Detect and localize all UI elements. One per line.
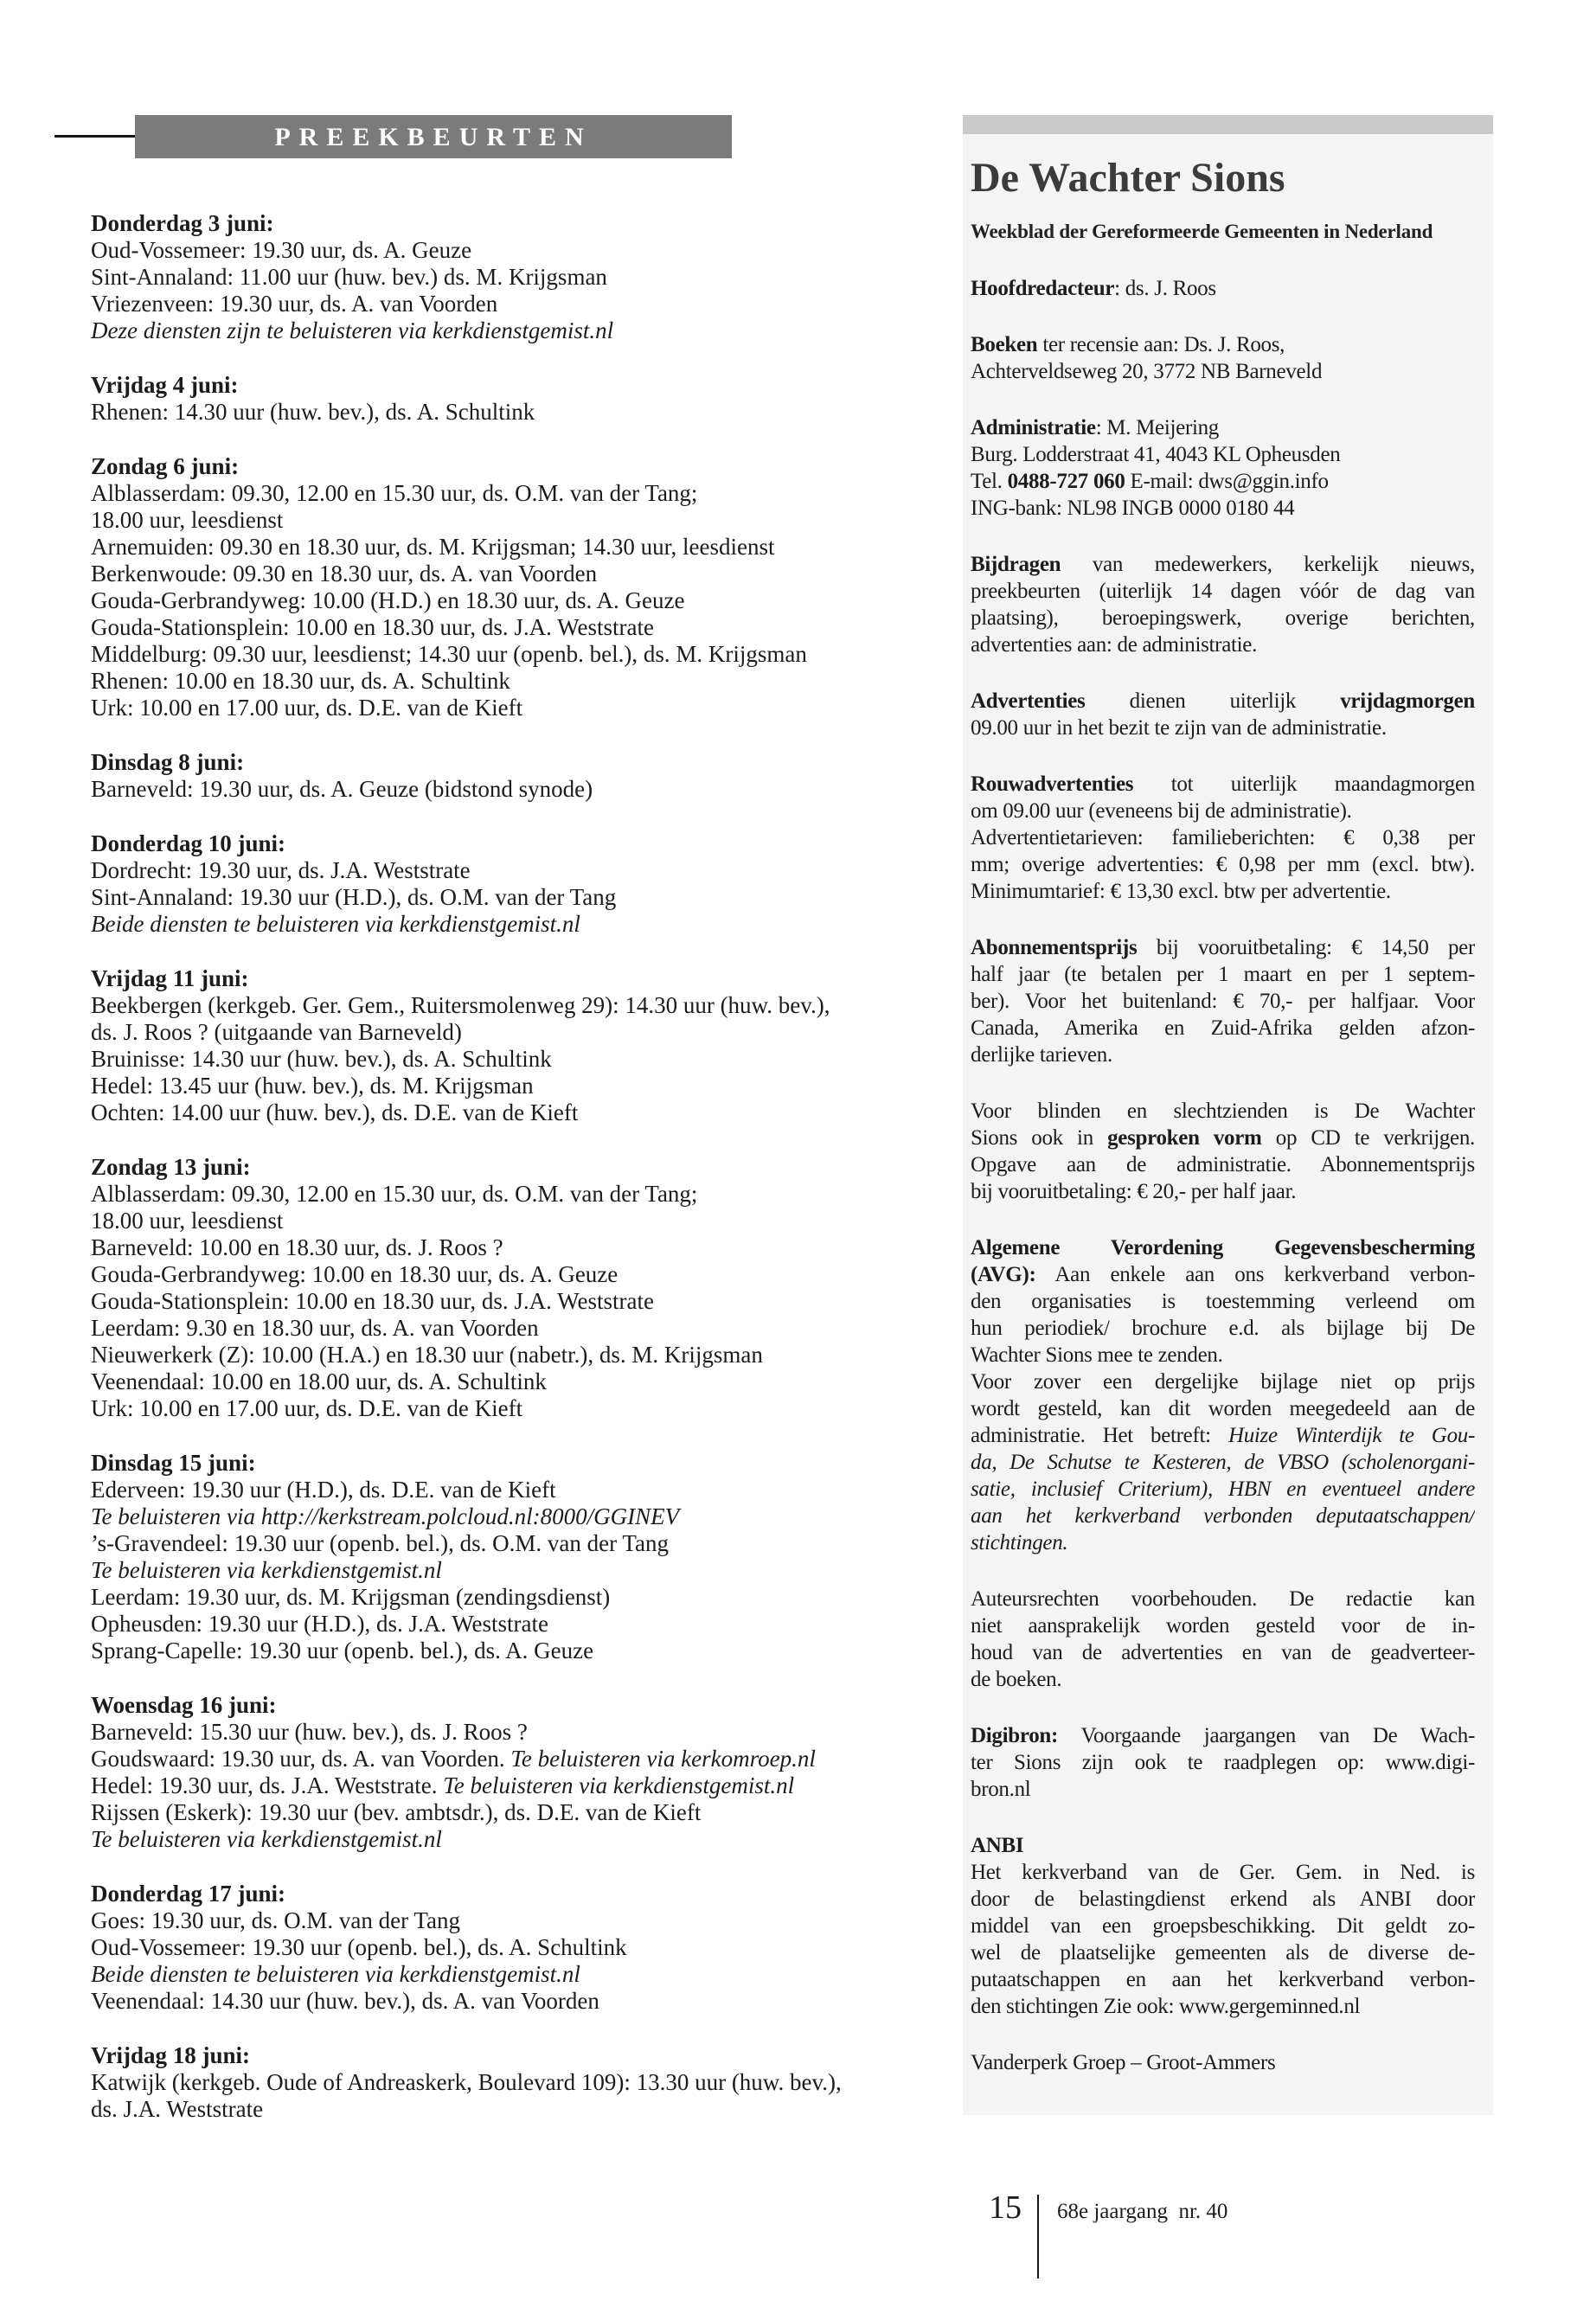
schedule-section: [91, 749, 952, 803]
text-line: [971, 1886, 1475, 1913]
text-line: [971, 1261, 1475, 1288]
text-bold: vrijdagmorgen: [1340, 689, 1475, 713]
text-line: [971, 1368, 1475, 1395]
text-line: [971, 824, 1475, 851]
text: ter recensie aan: Ds. J. Roos,: [1037, 333, 1285, 356]
text: Goes: 19.30 uur, ds. O.M. van der Tang: [91, 1907, 460, 1933]
section-date-heading: Zondag 6 juni:: [91, 453, 240, 479]
text-line: [91, 1288, 952, 1315]
text-italic: Beide diensten te beluisteren via kerkdienstgemist.nl: [91, 1961, 580, 1987]
text-line: [971, 1586, 1475, 1612]
colofon-paragraph: [971, 414, 1475, 522]
text: Voor blinden en slechtzienden is De Wachter: [971, 1099, 1475, 1123]
text-line: [971, 1612, 1475, 1639]
text-italic: stichtingen.: [971, 1531, 1068, 1554]
text: 09.00 uur in het bezit te zijn van de administratie.: [971, 716, 1387, 740]
text-bold: 0488-727 060: [1007, 470, 1125, 493]
text-bold: Boeken: [971, 333, 1038, 356]
text: advertenties aan: de administratie.: [971, 633, 1258, 657]
text: Wachter Sions mee te zenden.: [971, 1343, 1223, 1367]
text-line: [971, 1315, 1475, 1342]
text-bold: Algemene Verordening Gegevensbescherming: [971, 1236, 1475, 1259]
text-italic: Huize Winterdijk te Gou-: [1227, 1424, 1475, 1447]
colofon-paragraph: [971, 771, 1475, 905]
text-line: [971, 331, 1475, 358]
text-italic: da, De Schutse te Kesteren, de VBSO (scholenorgani-: [971, 1451, 1475, 1474]
text: middel van een groepsbeschikking. Dit geldt zo-: [971, 1914, 1475, 1938]
text-bold: ANBI: [971, 1834, 1024, 1857]
text-line: [91, 1988, 952, 2015]
text: 18.00 uur, leesdienst: [91, 1208, 284, 1234]
text-line: [91, 1019, 952, 1046]
text: bij vooruitbetaling: € 20,- per half jaar.: [971, 1180, 1297, 1203]
section-date-heading: Dinsdag 15 juni:: [91, 1450, 256, 1476]
text: preekbeurten (uiterlijk 14 dagen vóór de dag van: [971, 580, 1475, 603]
text: Het kerkverband van de Ger. Gem. in Ned. is: [971, 1861, 1475, 1884]
text-line: [971, 605, 1475, 631]
text-line: [91, 614, 952, 641]
text-line: [971, 1966, 1475, 1993]
text: Nieuwerkerk (Z): 10.00 (H.A.) en 18.30 uur (nabetr.), ds. M. Krijgsman: [91, 1342, 763, 1368]
text-line: [91, 1799, 952, 1826]
text: de boeken.: [971, 1668, 1062, 1691]
colofon-top-bar: [963, 115, 1493, 134]
text-italic: Te beluisteren via kerkdienstgemist.nl: [91, 1557, 442, 1583]
text-line: [971, 1939, 1475, 1966]
text-line: [91, 2096, 952, 2123]
text-italic: Te beluisteren via http://kerkstream.polcloud.nl:8000/GGINEV: [91, 1503, 680, 1529]
text-line: [971, 771, 1475, 798]
text-line: [971, 1151, 1475, 1178]
text-italic: Beide diensten te beluisteren via kerkdienstgemist.nl: [91, 911, 580, 937]
text-line: [91, 1315, 952, 1342]
text: wordt gesteld, kan dit worden meegedeeld aan de: [971, 1397, 1475, 1420]
text-line: [91, 1826, 952, 1853]
text-line: [91, 237, 952, 264]
colofon-paragraph: [971, 551, 1475, 658]
section-date-heading: Vrijdag 18 juni:: [91, 2042, 251, 2068]
text: Veenendaal: 10.00 en 18.00 uur, ds. A. Schultink: [91, 1368, 547, 1394]
text: plaatsing), beroepingswerk, overige berichten,: [971, 606, 1475, 630]
text-line: [971, 1288, 1475, 1315]
section-date-heading: Dinsdag 8 juni:: [91, 749, 245, 775]
colofon-paragraph: [971, 1586, 1475, 1693]
text-line: [971, 1722, 1475, 1749]
text: Sint-Annaland: 19.30 uur (H.D.), ds. O.M. van der Tang: [91, 884, 617, 910]
text-line: [91, 1181, 952, 1208]
text-line: [91, 1046, 952, 1073]
text: Ederveen: 19.30 uur (H.D.), ds. D.E. van de Kieft: [91, 1477, 556, 1503]
preekbeurten-schedule: [91, 210, 952, 2123]
text-bold: Abonnementsprijs: [971, 936, 1138, 959]
text: Gouda-Stationsplein: 10.00 en 18.30 uur, ds. J.A. Weststrate: [91, 614, 654, 640]
text-line: [971, 275, 1475, 302]
text-line: [91, 776, 952, 803]
text: E-mail: dws@ggin.info: [1125, 470, 1329, 493]
text-line: [971, 1015, 1475, 1042]
schedule-section: [91, 1154, 952, 1422]
section-date-heading: Donderdag 10 juni:: [91, 830, 286, 856]
text: Opgave aan de administratie. Abonnementsprijs: [971, 1153, 1475, 1176]
colofon-paragraphs: [971, 275, 1475, 2076]
text-line: [971, 1476, 1475, 1503]
text-line: [971, 1422, 1475, 1449]
text-line: [91, 1503, 952, 1530]
schedule-section: [91, 372, 952, 426]
schedule-section: [91, 453, 952, 721]
text: Dordrecht: 19.30 uur, ds. J.A. Weststrate: [91, 857, 471, 883]
text-line: [91, 480, 952, 507]
text-line: [91, 1934, 952, 1961]
text: Alblasserdam: 09.30, 12.00 en 15.30 uur, ds. O.M. van der Tang;: [91, 480, 698, 506]
text-line: [91, 1584, 952, 1611]
colofon-paragraph: [971, 1722, 1475, 1803]
text: Barneveld: 10.00 en 18.30 uur, ds. J. Roos ?: [91, 1234, 503, 1260]
text-line: [91, 561, 952, 587]
text-line: [91, 1961, 952, 1988]
text: Oud-Vossemeer: 19.30 uur, ds. A. Geuze: [91, 237, 472, 263]
text: Leerdam: 19.30 uur, ds. M. Krijgsman (zendingsdienst): [91, 1584, 611, 1610]
text-line: [91, 641, 952, 668]
text: half jaar (te betalen per 1 maart en per 1 septem-: [971, 963, 1475, 986]
text: Rhenen: 10.00 en 18.30 uur, ds. A. Schultink: [91, 668, 510, 694]
schedule-section: [91, 1692, 952, 1853]
section-date-heading: Donderdag 3 juni:: [91, 210, 274, 236]
text-line: [971, 631, 1475, 658]
text: Alblasserdam: 09.30, 12.00 en 15.30 uur, ds. O.M. van der Tang;: [91, 1181, 698, 1207]
text: op CD te verkrijgen.: [1261, 1126, 1475, 1150]
text-line: [91, 534, 952, 561]
text-line: [971, 468, 1475, 495]
text-italic: satie, inclusief Criterium), HBN en eventueel andere: [971, 1477, 1475, 1501]
text: derlijke tarieven.: [971, 1043, 1112, 1067]
section-date-heading: Zondag 13 juni:: [91, 1154, 251, 1180]
text: ds. J.A. Weststrate: [91, 2096, 264, 2122]
text-line: [971, 414, 1475, 441]
text-line: [971, 551, 1475, 578]
text-line: [971, 715, 1475, 741]
text: Gouda-Gerbrandyweg: 10.00 en 18.30 uur, ds. A. Geuze: [91, 1261, 619, 1287]
text: Vriezenveen: 19.30 uur, ds. A. van Voorden: [91, 291, 498, 317]
text-line: [91, 668, 952, 695]
text: houd van de advertenties en van de geadverteer-: [971, 1641, 1475, 1664]
text: Minimumtarief: € 13,30 excl. btw per advertentie.: [971, 880, 1391, 903]
text-line: [971, 578, 1475, 605]
text-line: [91, 1772, 952, 1799]
colofon-panel: [963, 134, 1493, 2115]
text-line: [91, 1530, 952, 1557]
section-date-heading: Vrijdag 11 juni:: [91, 965, 249, 991]
section-date-heading: Vrijdag 4 juni:: [91, 372, 239, 398]
text: Canada, Amerika en Zuid-Afrika gelden afzon-: [971, 1016, 1475, 1040]
text: Opheusden: 19.30 uur (H.D.), ds. J.A. Weststrate: [91, 1611, 549, 1637]
text-bold: Advertenties: [971, 689, 1086, 713]
text: Rijssen (Eskerk): 19.30 uur (bev. ambtsdr.), ds. D.E. van de Kieft: [91, 1799, 702, 1825]
text-line: [971, 1832, 1475, 1859]
text-line: [91, 2069, 952, 2096]
text: wel de plaatselijke gemeenten als de diverse de-: [971, 1941, 1475, 1965]
text-bold: (AVG):: [971, 1263, 1036, 1286]
text-line: [971, 1234, 1475, 1261]
text: Auteursrechten voorbehouden. De redactie kan: [971, 1587, 1475, 1611]
text-line: [91, 695, 952, 721]
footer-divider: [1037, 2195, 1039, 2279]
text-line: [971, 1449, 1475, 1476]
text-line: [971, 851, 1475, 878]
section-date-heading: Woensdag 16 juni:: [91, 1692, 277, 1718]
text: Voorgaande jaargangen van De Wach-: [1058, 1724, 1475, 1747]
text-line: [971, 1395, 1475, 1422]
text: Leerdam: 9.30 en 18.30 uur, ds. A. van Voorden: [91, 1315, 539, 1341]
page-number: 15: [989, 2189, 1022, 2226]
text: Goudswaard: 19.30 uur, ds. A. van Voorden.: [91, 1746, 511, 1772]
colofon-paragraph: [971, 2049, 1475, 2076]
text-italic: Te beluisteren via kerkomroep.nl: [510, 1746, 816, 1772]
text-line: [91, 857, 952, 884]
text: Middelburg: 09.30 uur, leesdienst; 14.30 uur (openb. bel.), ds. M. Krijgsman: [91, 641, 807, 667]
text: Rhenen: 14.30 uur (huw. bev.), ds. A. Schultink: [91, 399, 535, 425]
colofon-paragraph: [971, 275, 1475, 302]
text-line: [971, 1098, 1475, 1125]
text-line: [91, 1073, 952, 1099]
banner-left-rule: [54, 135, 135, 138]
text-line: [971, 1749, 1475, 1776]
text: Urk: 10.00 en 17.00 uur, ds. D.E. van de Kieft: [91, 1395, 523, 1421]
text-italic: Deze diensten zijn te beluisteren via kerkdienstgemist.nl: [91, 317, 614, 343]
text-line: [91, 992, 952, 1019]
text: om 09.00 uur (eveneens bij de administratie).: [971, 799, 1352, 823]
text-line: [971, 688, 1475, 715]
text-line: [971, 1639, 1475, 1666]
schedule-section: [91, 1881, 952, 2015]
text: mm; overige advertenties: € 0,98 per mm (excl. btw).: [971, 853, 1475, 876]
colofon-paragraph: [971, 688, 1475, 741]
text-line: [971, 1342, 1475, 1368]
colofon-paragraph: [971, 1832, 1475, 2020]
text-line: [971, 988, 1475, 1015]
text-line: [91, 1638, 952, 1664]
text: Hedel: 19.30 uur, ds. J.A. Weststrate.: [91, 1772, 444, 1798]
text: Sprang-Capelle: 19.30 uur (openb. bel.), ds. A. Geuze: [91, 1638, 594, 1663]
text: ber). Voor het buitenland: € 70,- per halfjaar. Voor: [971, 990, 1475, 1013]
text: Barneveld: 19.30 uur, ds. A. Geuze (bidstond synode): [91, 776, 593, 802]
text-line: [91, 1395, 952, 1422]
text-line: [91, 1611, 952, 1638]
text-line: [91, 884, 952, 911]
issue-label: 68e jaargang nr. 40: [1057, 2200, 1228, 2223]
schedule-section: [91, 830, 952, 938]
text-line: [971, 358, 1475, 385]
text-line: [91, 507, 952, 534]
text: Tel.: [971, 470, 1008, 493]
magazine-subtitle: Weekblad der Gereformeerde Gemeenten in Nederland: [971, 221, 1433, 242]
text: Vanderperk Groep – Groot-Ammers: [971, 2051, 1276, 2074]
text-bold: Bijdragen: [971, 553, 1061, 576]
text-line: [91, 1907, 952, 1934]
text: Sions ook in: [971, 1126, 1108, 1150]
text-line: [971, 495, 1475, 522]
text: ING-bank: NL98 INGB 0000 0180 44: [971, 497, 1295, 520]
text-line: [971, 1993, 1475, 2020]
colofon-paragraph: [971, 1234, 1475, 1556]
text-bold: Digibron:: [971, 1724, 1059, 1747]
text-line: [971, 1776, 1475, 1803]
text: bron.nl: [971, 1778, 1031, 1801]
text-line: [971, 1125, 1475, 1151]
text: Arnemuiden: 09.30 en 18.30 uur, ds. M. Krijgsman; 14.30 uur, leesdienst: [91, 534, 775, 560]
text: Voor zover een dergelijke bijlage niet op prijs: [971, 1370, 1475, 1394]
text-line: [971, 1178, 1475, 1205]
text: Urk: 10.00 en 17.00 uur, ds. D.E. van de Kieft: [91, 695, 523, 721]
text: Aan enkele aan ons kerkverband verbon-: [1035, 1263, 1475, 1286]
text-line: [91, 291, 952, 317]
text: ds. J. Roos ? (uitgaande van Barneveld): [91, 1019, 462, 1045]
preekbeurten-banner: PREEKBEURTEN: [135, 115, 732, 158]
text-line: [91, 1477, 952, 1503]
text-line: [91, 1234, 952, 1261]
text: : ds. J. Roos: [1114, 277, 1216, 300]
text: Berkenwoude: 09.30 en 18.30 uur, ds. A. van Voorden: [91, 561, 598, 586]
text-line: [971, 1503, 1475, 1529]
text-line: [971, 934, 1475, 961]
text-bold: gesproken vorm: [1107, 1126, 1262, 1150]
text: door de belastingdienst erkend als ANBI door: [971, 1888, 1475, 1911]
magazine-title: De Wachter Sions: [971, 155, 1285, 201]
schedule-section: [91, 965, 952, 1126]
text: Barneveld: 15.30 uur (huw. bev.), ds. J. Roos ?: [91, 1719, 528, 1745]
text-line: [91, 317, 952, 344]
text-line: [971, 1529, 1475, 1556]
text-line: [91, 1342, 952, 1368]
text: van medewerkers, kerkelijk nieuws,: [1061, 553, 1475, 576]
text-italic: aan het kerkverband verbonden deputaatschappen/: [971, 1504, 1475, 1528]
text: Burg. Lodderstraat 41, 4043 KL Opheusden: [971, 443, 1341, 466]
text: Bruinisse: 14.30 uur (huw. bev.), ds. A. Schultink: [91, 1046, 552, 1072]
text-line: [971, 1913, 1475, 1939]
text: Gouda-Gerbrandyweg: 10.00 (H.D.) en 18.30 uur, ds. A. Geuze: [91, 587, 685, 613]
text: hun periodiek/ brochure e.d. als bijlage bij De: [971, 1317, 1475, 1340]
text: den stichtingen Zie ook: www.gergeminned.nl: [971, 1995, 1361, 2018]
text: niet aansprakelijk worden gesteld voor de in-: [971, 1614, 1475, 1638]
text: 18.00 uur, leesdienst: [91, 507, 284, 533]
text-italic: Te beluisteren via kerkdienstgemist.nl: [443, 1772, 795, 1798]
text: ’s-Gravendeel: 19.30 uur (openb. bel.), ds. O.M. van der Tang: [91, 1530, 669, 1556]
text-line: [971, 798, 1475, 824]
text: Ochten: 14.00 uur (huw. bev.), ds. D.E. van de Kieft: [91, 1099, 579, 1125]
text: Beekbergen (kerkgeb. Ger. Gem., Ruitersmolenweg 29): 14.30 uur (huw. bev.),: [91, 992, 830, 1018]
colofon-paragraph: [971, 934, 1475, 1068]
text-line: [91, 1208, 952, 1234]
text: Katwijk (kerkgeb. Oude of Andreaskerk, Boulevard 109): 13.30 uur (huw. bev.),: [91, 2069, 842, 2095]
text-line: [971, 1042, 1475, 1068]
text: bij vooruitbetaling: € 14,50 per: [1137, 936, 1475, 959]
text: administratie. Het betreft:: [971, 1424, 1228, 1447]
text-bold: Rouwadvertenties: [971, 772, 1134, 796]
text: Sint-Annaland: 11.00 uur (huw. bev.) ds. M. Krijgsman: [91, 264, 607, 290]
text: ter Sions zijn ook te raadplegen op: www.digi-: [971, 1751, 1475, 1774]
text-line: [91, 1557, 952, 1584]
text-line: [971, 1859, 1475, 1886]
text: Advertentietarieven: familieberichten: € 0,38 per: [971, 826, 1475, 849]
text: tot uiterlijk maandagmorgen: [1133, 772, 1475, 796]
text-line: [91, 264, 952, 291]
text: : M. Meijering: [1095, 416, 1220, 439]
schedule-section: [91, 2042, 952, 2123]
text-bold: Administratie: [971, 416, 1096, 439]
colofon-paragraph: [971, 331, 1475, 385]
text-bold: Hoofdredacteur: [971, 277, 1115, 300]
text: dienen uiterlijk: [1085, 689, 1341, 713]
text-line: [971, 2049, 1475, 2076]
text-line: [91, 1368, 952, 1395]
text-line: [91, 399, 952, 426]
colofon-paragraph: [971, 1098, 1475, 1205]
text-line: [971, 441, 1475, 468]
text-line: [971, 1666, 1475, 1693]
text-line: [971, 878, 1475, 905]
text: den organisaties is toestemming verleend om: [971, 1290, 1475, 1313]
text: Veenendaal: 14.30 uur (huw. bev.), ds. A. van Voorden: [91, 1988, 599, 2014]
text-line: [91, 1719, 952, 1746]
text: putaatschappen en aan het kerkverband verbon-: [971, 1968, 1475, 1991]
schedule-section: [91, 1450, 952, 1664]
text-line: [91, 1261, 952, 1288]
text-line: [91, 587, 952, 614]
text-line: [91, 1746, 952, 1772]
section-date-heading: Donderdag 17 juni:: [91, 1881, 286, 1907]
text-line: [91, 911, 952, 938]
text: Achterveldseweg 20, 3772 NB Barneveld: [971, 360, 1323, 383]
schedule-section: [91, 210, 952, 344]
text-italic: Te beluisteren via kerkdienstgemist.nl: [91, 1826, 442, 1852]
text: Hedel: 13.45 uur (huw. bev.), ds. M. Krijgsman: [91, 1073, 534, 1099]
text: Oud-Vossemeer: 19.30 uur (openb. bel.), ds. A. Schultink: [91, 1934, 627, 1960]
text-line: [971, 961, 1475, 988]
text: Gouda-Stationsplein: 10.00 en 18.30 uur, ds. J.A. Weststrate: [91, 1288, 654, 1314]
text-line: [91, 1099, 952, 1126]
